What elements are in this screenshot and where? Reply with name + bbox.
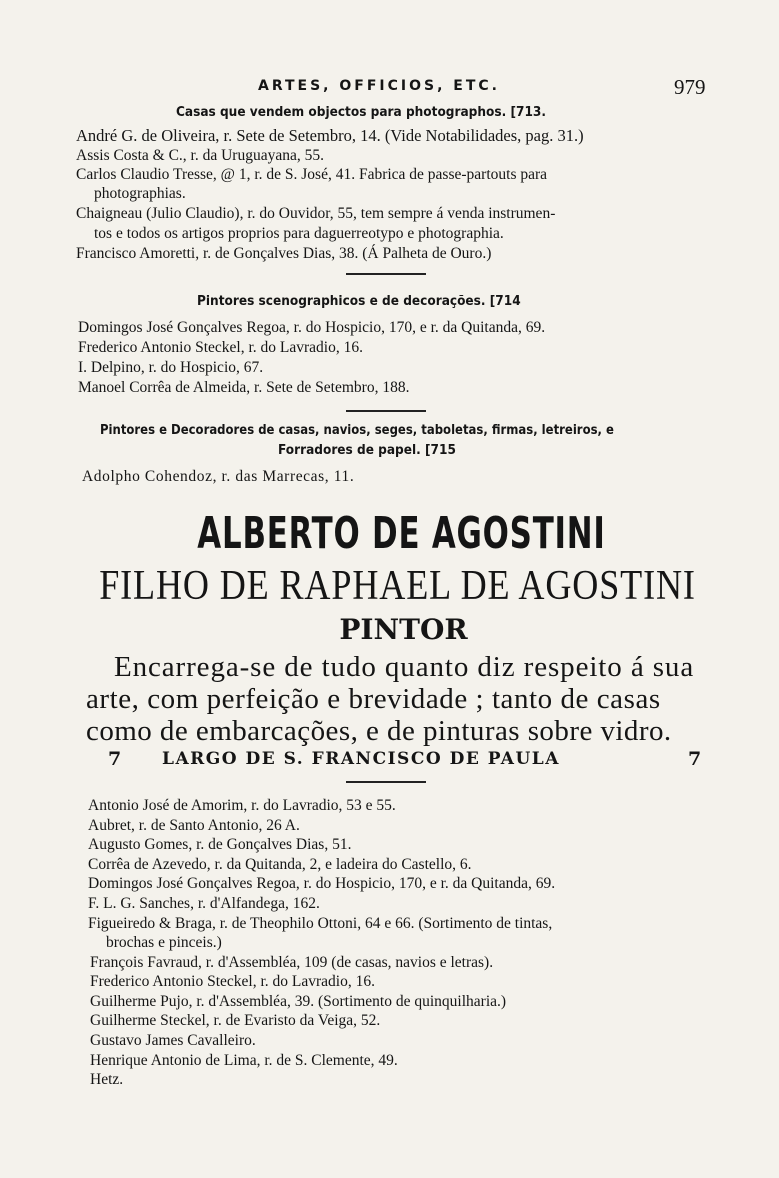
section-heading-715-line2 [278,442,456,458]
list-item: I. Delpino, r. do Hospicio, 67. [78,359,264,376]
ad-father: FILHO DE RAPHAEL DE AGOSTINI [99,563,696,609]
list-item: Gustavo James Cavalleiro. [90,1032,256,1049]
list-item: André G. de Oliveira, r. Sete de Setembro, 14. (Vide Notabilidades, pag. 31.) [76,126,584,145]
ad-address [0,748,779,778]
ad-name: ALBERTO DE AGOSTINI [197,508,606,559]
running-head [0,75,779,102]
ad-trade: PINTOR [339,613,468,646]
address-street: LARGO DE S. FRANCISCO DE PAULA [162,749,560,769]
section-divider [346,273,426,275]
list-item: Domingos José Gonçalves Regoa, r. do Hospicio, 170, e r. da Quitanda, 69. [78,319,546,336]
list-item: Carlos Claudio Tresse, @ 1, r. de S. José, 41. Fabrica de passe-partouts para [76,166,548,183]
section-title: Pintores e Decoradores de casas, navios, seges, taboletas, firmas, letreiros, e [100,422,614,438]
list-item: Frederico Antonio Steckel, r. do Lavradio, 16. [90,973,375,990]
list-item-continuation: brochas e pinceis.) [106,934,222,951]
list-item: Augusto Gomes, r. de Gonçalves Dias, 51. [88,836,352,853]
section-title-line2: Forradores de papel. [278,442,421,458]
page-number: 979 [674,75,706,99]
list-item: Figueiredo & Braga, r. de Theophilo Ottoni, 64 e 66. (Sortimento de tintas, [88,915,553,932]
list-item: Adolpho Cohendoz, r. das Marrecas, 11. [82,468,355,485]
list-item: F. L. G. Sanches, r. d'Alfandega, 162. [88,895,320,912]
list-item-continuation: photographias. [94,185,186,202]
section-code: [713. [510,104,546,120]
section-heading-715 [100,422,614,438]
section-title: Pintores scenographicos e de decorações. [197,293,486,309]
list-item: Assis Costa & C., r. da Uruguayana, 55. [76,147,324,164]
list-item: Domingos José Gonçalves Regoa, r. do Hospicio, 170, e r. da Quitanda, 69. [88,875,556,892]
address-number-left: 7 [108,748,122,770]
list-item: Corrêa de Azevedo, r. da Quitanda, 2, e ladeira do Castello, 6. [88,856,472,873]
list-item: Guilherme Steckel, r. de Evaristo da Veiga, 52. [90,1012,381,1029]
ad-description-line: Encarrega-se de tudo quanto diz respeito á sua [114,651,695,683]
ad-description-line: arte, com perfeição e brevidade ; tanto de casas [86,683,661,715]
running-title: ARTES, OFFICIOS, ETC. [258,78,500,94]
section-heading-713 [176,104,546,120]
section-heading-714 [197,293,521,309]
ad-description-line: como de embarcações, e de pinturas sobre vidro. [86,715,672,747]
list-item: Guilherme Pujo, r. d'Assembléa, 39. (Sortimento de quinquilharia.) [90,993,507,1010]
list-item-continuation: tos e todos os artigos proprios para daguerreotypo e photographia. [94,225,504,242]
section-divider [346,410,426,412]
list-item: Aubret, r. de Santo Antonio, 26 A. [88,817,300,834]
list-item: François Favraud, r. d'Assembléa, 109 (de casas, navios e letras). [90,954,494,971]
list-item: Francisco Amoretti, r. de Gonçalves Dias, 38. (Á Palheta de Ouro.) [76,245,492,262]
section-code: [714 [489,293,521,309]
address-number-right: 7 [688,748,702,770]
section-divider [346,781,426,783]
section-title: Casas que vendem objectos para photographos. [176,104,507,120]
list-item: Hetz. [90,1071,124,1088]
list-item: Frederico Antonio Steckel, r. do Lavradio, 16. [78,339,363,356]
list-item: Manoel Corrêa de Almeida, r. Sete de Setembro, 188. [78,379,410,396]
list-item: Antonio José de Amorim, r. do Lavradio, 53 e 55. [88,797,396,814]
section-code: [715 [425,442,456,458]
list-item: Chaigneau (Julio Claudio), r. do Ouvidor, 55, tem sempre á venda instrumen- [76,205,556,222]
list-item: Henrique Antonio de Lima, r. de S. Clemente, 49. [90,1052,398,1069]
